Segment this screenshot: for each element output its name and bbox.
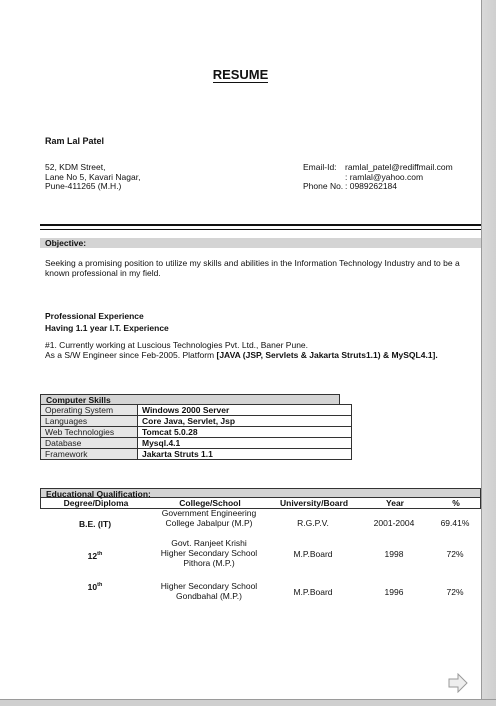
column-header: College/School bbox=[179, 498, 241, 508]
email-label: Email-Id: bbox=[303, 162, 337, 172]
experience-summary: Having 1.1 year I.T. Experience bbox=[45, 323, 169, 333]
education-percent: 72% bbox=[446, 549, 464, 559]
skill-key: Languages bbox=[41, 416, 138, 427]
education-degree: 12th bbox=[87, 550, 103, 561]
education-year: 1998 bbox=[384, 549, 404, 559]
divider-thick bbox=[40, 224, 481, 226]
table-row bbox=[41, 416, 352, 427]
table-row bbox=[41, 405, 352, 416]
resume-title: RESUME bbox=[212, 67, 269, 82]
skill-key: Web Technologies bbox=[41, 427, 138, 438]
column-header: Degree/Diploma bbox=[63, 498, 129, 508]
experience-details bbox=[45, 340, 466, 360]
email-secondary: : ramlal@yahoo.com bbox=[345, 171, 424, 182]
computer-skills-heading: Computer Skills bbox=[40, 394, 340, 405]
education-degree: 10th bbox=[87, 581, 103, 592]
experience-line-1: #1. Currently working at Luscious Technologies Pvt. Ltd., Baner Pune. bbox=[45, 340, 309, 350]
education-board: M.P.Board bbox=[293, 549, 333, 559]
column-header: University/Board bbox=[279, 498, 349, 508]
objective-text: Seeking a promising position to utilize my skills and abilities in the Information Technology Industry and to be a known professional in my field. bbox=[45, 258, 460, 278]
skill-value: Jakarta Struts 1.1 bbox=[138, 449, 352, 460]
education-school: Government Engineering College Jabalpur (M.P) bbox=[161, 508, 257, 528]
education-degree: B.E. (IT) bbox=[78, 519, 112, 529]
computer-skills-table bbox=[40, 404, 352, 460]
skill-value: Mysql.4.1 bbox=[138, 438, 352, 449]
experience-heading: Professional Experience bbox=[45, 311, 144, 321]
column-header: Year bbox=[386, 498, 404, 508]
address-block bbox=[45, 163, 140, 192]
experience-line-2: As a S/W Engineer since Feb-2005. Platform [JAVA (JSP, Servlets & Jakarta Struts1.1) & MySQL4.1]. bbox=[45, 350, 438, 360]
window-bottom-frame bbox=[0, 699, 496, 706]
email-primary: ramlal_patel@rediffmail.com bbox=[345, 162, 453, 172]
education-year: 1996 bbox=[384, 587, 404, 597]
education-heading: Educational Qualification: bbox=[40, 488, 481, 498]
window-right-frame bbox=[481, 0, 496, 706]
candidate-name: Ram Lal Patel bbox=[45, 136, 105, 146]
contact-block bbox=[303, 163, 453, 192]
phone-label: Phone No. bbox=[303, 181, 344, 191]
skill-key: Database bbox=[41, 438, 138, 449]
table-row bbox=[41, 427, 352, 438]
skill-value: Tomcat 5.0.28 bbox=[138, 427, 352, 438]
table-row bbox=[41, 438, 352, 449]
table-row bbox=[41, 449, 352, 460]
education-percent: 72% bbox=[446, 587, 464, 597]
education-school: Higher Secondary School Gondbahal (M.P.) bbox=[160, 581, 258, 601]
education-school: Govt. Ranjeet Krishi Higher Secondary School Pithora (M.P.) bbox=[160, 538, 258, 568]
divider-thin bbox=[40, 229, 481, 230]
address-line: 52, KDM Street, bbox=[45, 162, 106, 172]
address-line: Lane No 5, Kavari Nagar, bbox=[45, 171, 141, 182]
column-header: % bbox=[452, 498, 460, 508]
arrow-right-icon[interactable] bbox=[447, 673, 469, 693]
skill-key: Operating System bbox=[41, 405, 138, 416]
skill-value: Windows 2000 Server bbox=[138, 405, 352, 416]
education-board: R.G.P.V. bbox=[297, 518, 329, 528]
education-board: M.P.Board bbox=[293, 587, 333, 597]
address-line: Pune-411265 (M.H.) bbox=[45, 181, 122, 191]
phone-number: : 0989262184 bbox=[345, 181, 397, 191]
objective-heading: Objective: bbox=[40, 238, 481, 248]
skill-key: Framework bbox=[41, 449, 138, 460]
education-year: 2001-2004 bbox=[373, 518, 415, 528]
skill-value: Core Java, Servlet, Jsp bbox=[138, 416, 352, 427]
education-percent: 69.41% bbox=[440, 518, 470, 528]
